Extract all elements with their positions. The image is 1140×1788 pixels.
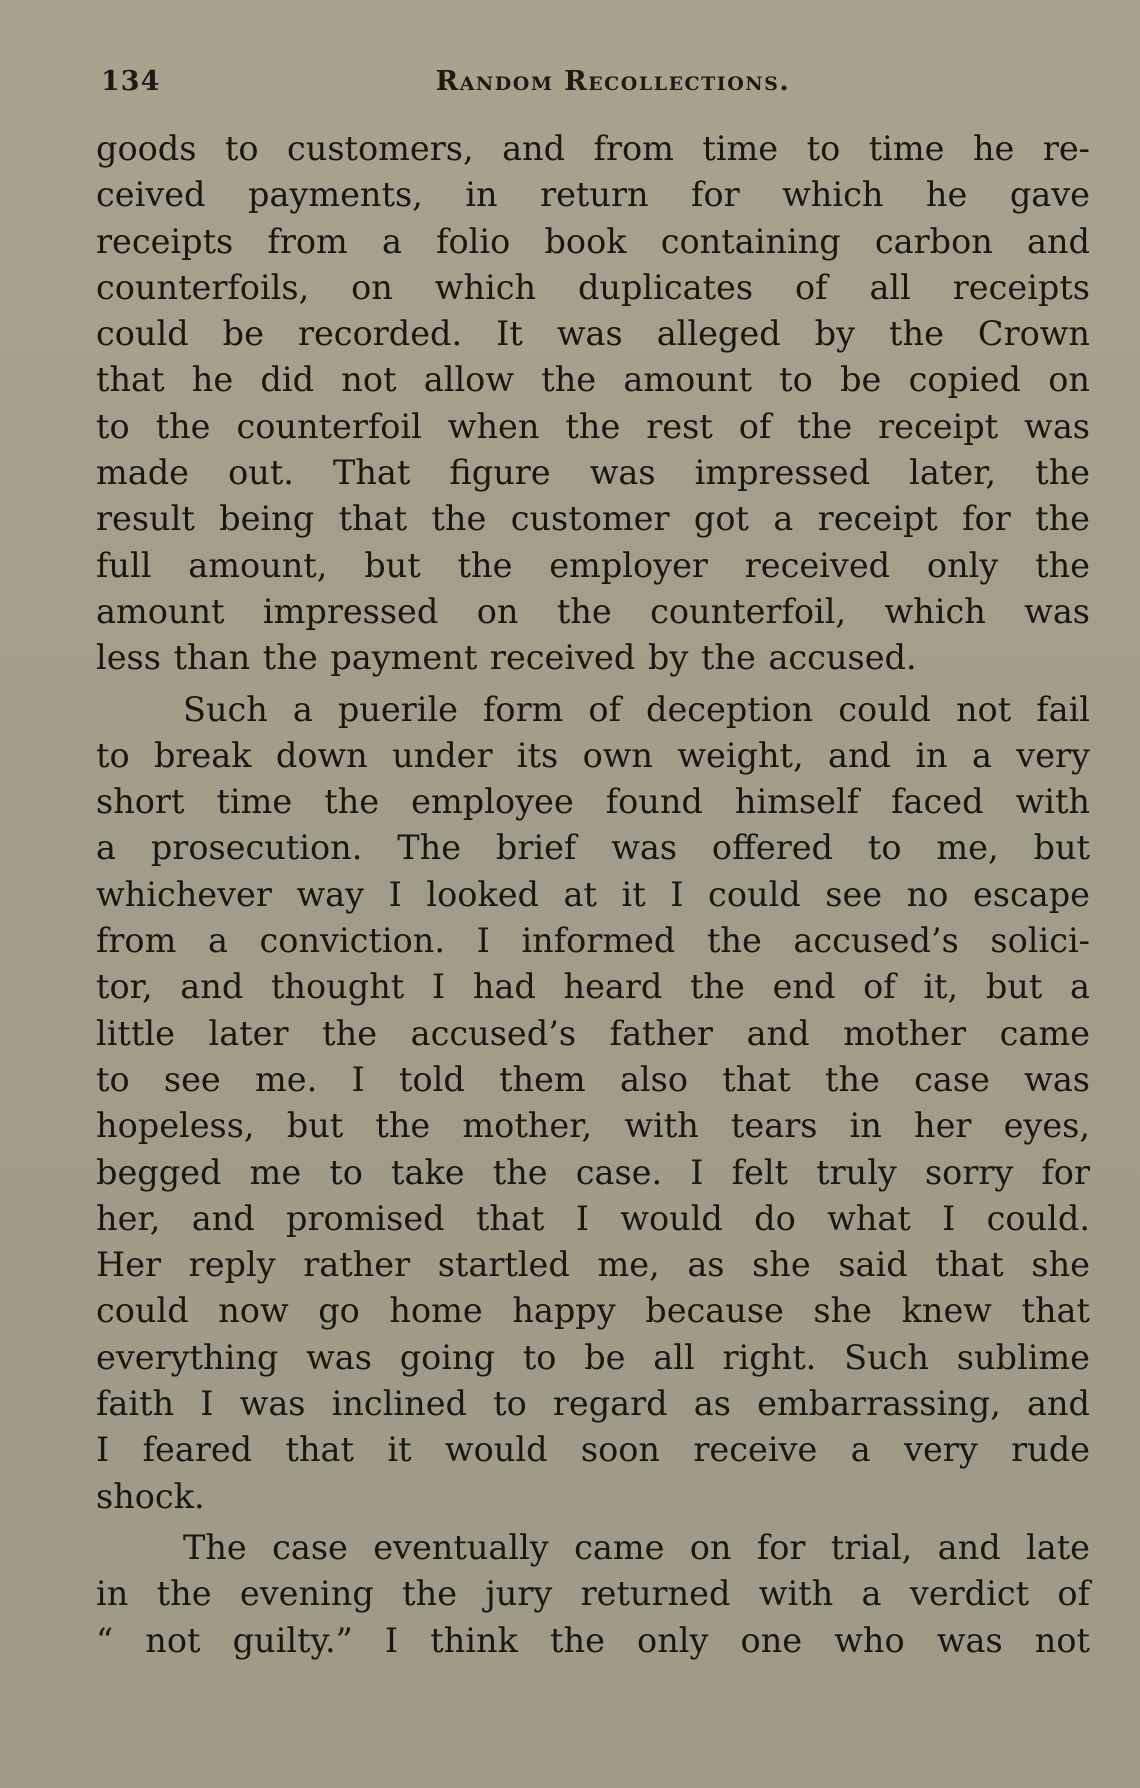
text-line: receipts from a folio book containing carbon and [96, 221, 1090, 261]
paragraph [96, 1525, 1090, 1664]
text-line: Her reply rather startled me, as she said that she [96, 1245, 1090, 1285]
text-line: a prosecution. The brief was offered to me, but [96, 828, 1090, 868]
text-line: full amount, but the employer received only the [96, 545, 1090, 585]
text-line: to break down under its own weight, and in a very [96, 735, 1090, 775]
text-line: her, and promised that I would do what I could. [96, 1198, 1090, 1238]
text-line: that he did not allow the amount to be copied on [96, 360, 1090, 400]
paragraph [96, 126, 1090, 682]
text-line: whichever way I looked at it I could see no escape [96, 874, 1090, 914]
text-line: could now go home happy because she knew that [96, 1291, 1090, 1331]
text-line: The case eventually came on for trial, and late [183, 1527, 1090, 1567]
text-line: goods to customers, and from time to time he re- [96, 129, 1090, 168]
text-line: “ not guilty.” I think the only one who was not [96, 1620, 1090, 1660]
text-line: shock. [96, 1476, 205, 1516]
text-line: less than the payment received by the accused. [96, 638, 917, 678]
text-line: in the evening the jury returned with a verdict of [96, 1574, 1090, 1614]
text-line: ceived payments, in return for which he gave [96, 175, 1090, 215]
text-line: hopeless, but the mother, with tears in her eyes, [96, 1106, 1090, 1146]
text-line: made out. That figure was impressed later, the [96, 453, 1090, 493]
text-line: I feared that it would soon receive a very rude [96, 1430, 1090, 1470]
text-line: from a conviction. I informed the accused’s solici- [96, 921, 1090, 961]
text-line: everything was going to be all right. Such sublime [96, 1337, 1090, 1377]
text-line: little later the accused’s father and mother came [96, 1013, 1090, 1053]
page-number: 134 [101, 66, 161, 97]
text-line: to see me. I told them also that the case was [96, 1059, 1090, 1099]
text-line: amount impressed on the counterfoil, which was [96, 591, 1090, 631]
text-line: to the counterfoil when the rest of the receipt was [96, 406, 1090, 446]
body-text [96, 126, 1090, 1664]
text-line: short time the employee found himself faced with [96, 782, 1090, 822]
text-line: result being that the customer got a receipt for the [96, 499, 1090, 539]
page-header [101, 66, 1085, 110]
text-line: begged me to take the case. I felt truly sorry for [96, 1152, 1090, 1192]
text-line: tor, and thought I had heard the end of it, but a [96, 967, 1090, 1007]
text-line: counterfoils, on which duplicates of all receipts [96, 267, 1090, 307]
text-line: faith I was inclined to regard as embarrassing, and [96, 1384, 1090, 1424]
paragraph [96, 687, 1090, 1520]
text-line: could be recorded. It was alleged by the Crown [96, 314, 1090, 354]
text-line: Such a puerile form of deception could not fail [183, 689, 1090, 729]
running-title: Random Recollections. [435, 66, 791, 97]
